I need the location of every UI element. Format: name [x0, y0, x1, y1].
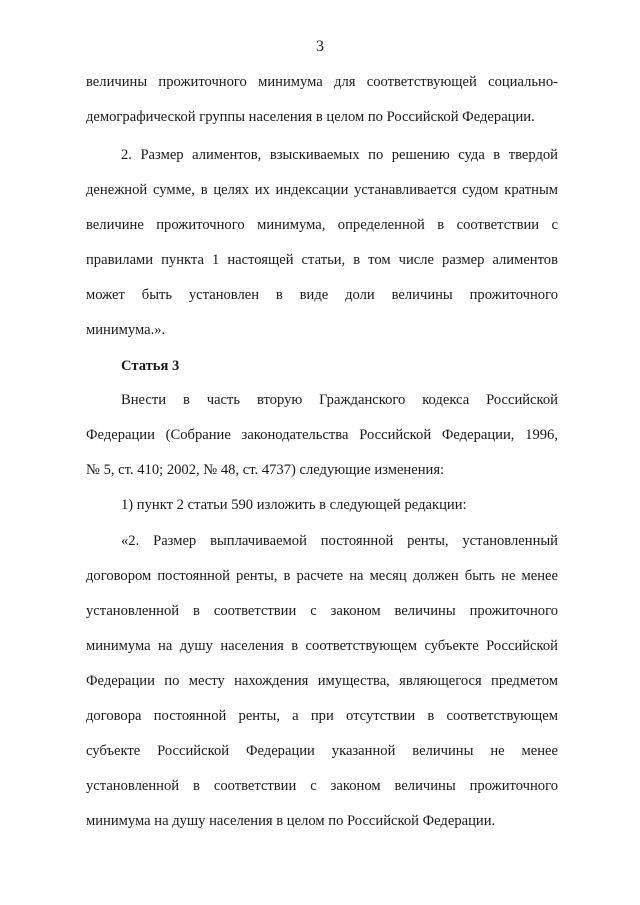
text-line: минимума.». [86, 322, 166, 338]
text-line: минимума на душу населения в целом по Российской Федерации. [86, 813, 496, 829]
text-line: Федерации (Собрание законодательства Российской Федерации, 1996, [86, 427, 558, 443]
text-line: денежной сумме, в целях их индексации устанавливается судом кратным [86, 182, 558, 198]
page-number: 3 [316, 38, 324, 55]
text-line: величине прожиточного минимума, определенной в соответствии с [86, 217, 558, 233]
text-line: Внести в часть вторую Гражданского кодекса Российской [121, 392, 558, 408]
text-line: «2. Размер выплачиваемой постоянной ренты, установленный [121, 533, 558, 549]
text-line: договора постоянной ренты, а при отсутствии в соответствующем [86, 708, 558, 724]
text-line: установленной в соответствии с законом величины прожиточного [86, 778, 558, 794]
text-line: договором постоянной ренты, в расчете на месяц должен быть не менее [86, 568, 558, 584]
text-line: величины прожиточного минимума для соответствующей социально- [86, 74, 558, 90]
text-line: может быть установлен в виде доли величины прожиточного [86, 287, 558, 303]
text-line: демографической группы населения в целом по Российской Федерации. [86, 109, 535, 125]
text-line: установленной в соответствии с законом величины прожиточного [86, 603, 558, 619]
text-line: Федерации по месту нахождения имущества, являющегося предметом [86, 673, 558, 689]
article-heading: Статья 3 [121, 358, 180, 374]
text-line: 2. Размер алиментов, взыскиваемых по решению суда в твердой [121, 147, 558, 163]
text-line: 1) пункт 2 статьи 590 изложить в следующей редакции: [121, 497, 467, 513]
text-line: правилами пункта 1 настоящей статьи, в том числе размер алиментов [86, 252, 558, 268]
text-line: субъекте Российской Федерации указанной величины не менее [86, 743, 558, 759]
text-line: минимума на душу населения в соответствующем субъекте Российской [86, 638, 558, 654]
text-line: № 5, ст. 410; 2002, № 48, ст. 4737) следующие изменения: [86, 462, 445, 478]
